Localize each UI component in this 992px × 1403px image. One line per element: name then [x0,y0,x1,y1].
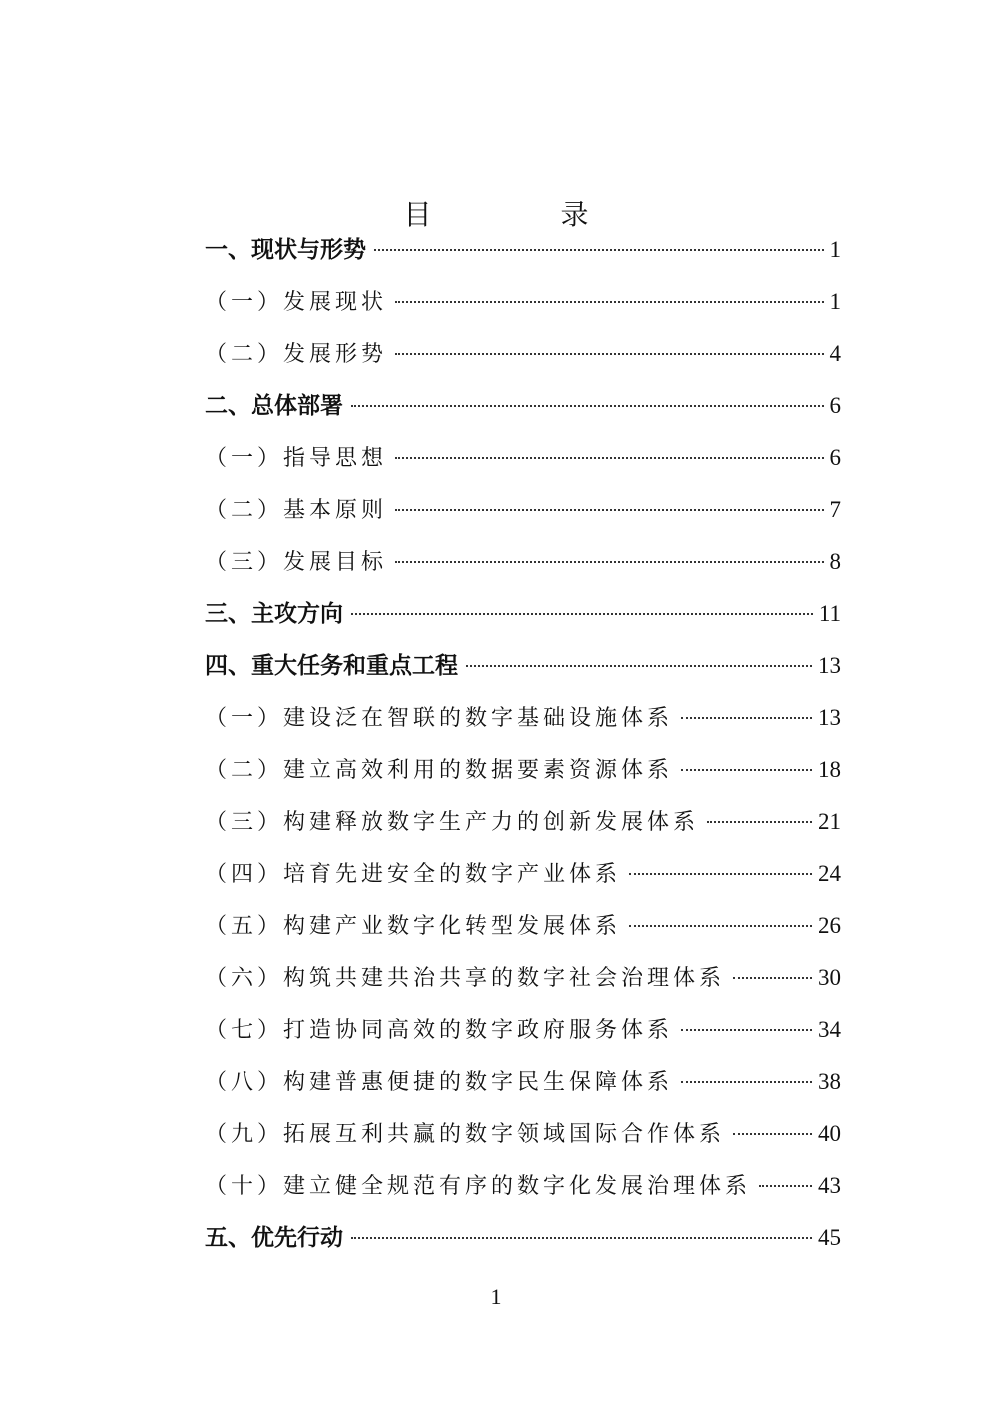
toc-entry-page: 4 [829,341,841,366]
toc-entry[interactable] [205,1216,841,1268]
toc-entry[interactable] [205,332,841,384]
toc-entry-page: 8 [829,549,841,574]
toc-entry-label: （九）拓展互利共赢的数字领域国际合作体系 [205,1122,726,1147]
toc-entry[interactable] [205,956,841,1008]
toc-entry-page: 13 [818,653,841,678]
dot-leader [395,301,823,303]
toc-entry-label: （五）构建产业数字化转型发展体系 [205,914,622,939]
toc-entry-label: （三）发展目标 [205,550,388,575]
toc-entry-page: 21 [818,809,841,834]
toc-entry[interactable] [205,384,841,436]
toc-entry[interactable] [205,1164,841,1216]
toc-entry[interactable] [205,436,841,488]
toc-entry[interactable] [205,280,841,332]
toc-entry-page: 34 [818,1017,841,1042]
toc-entry-label: 二、总体部署 [205,393,343,419]
toc-entry[interactable] [205,696,841,748]
dot-leader [707,821,812,823]
dot-leader [681,769,812,771]
toc-entry-label: （三）构建释放数字生产力的创新发展体系 [205,810,700,835]
toc-entry-label: （八）构建普惠便捷的数字民生保障体系 [205,1070,674,1095]
toc-entry[interactable] [205,852,841,904]
toc-entry[interactable] [205,904,841,956]
toc-entry-label: （六）构筑共建共治共享的数字社会治理体系 [205,966,726,991]
toc-entry-page: 11 [818,601,841,626]
dot-leader [374,249,824,251]
toc-entry[interactable] [205,592,841,644]
dot-leader [733,1133,812,1135]
toc-entry[interactable] [205,1008,841,1060]
toc-entry-label: 三、主攻方向 [205,601,343,627]
toc-entry-page: 6 [829,393,841,418]
toc-entry-page: 18 [818,757,841,782]
toc-entry-page: 7 [829,497,841,522]
dot-leader [681,1029,812,1031]
toc-entry-label: 一、现状与形势 [205,237,366,263]
toc-entry-label: 四、重大任务和重点工程 [205,653,458,679]
toc-entry-page: 24 [818,861,841,886]
toc-entry[interactable] [205,1060,841,1112]
toc-entry-page: 45 [818,1225,841,1250]
page-number: 1 [490,1284,502,1309]
toc-entry[interactable] [205,800,841,852]
dot-leader [395,509,823,511]
dot-leader [629,925,812,927]
toc-entry-label: （一）指导思想 [205,446,388,471]
dot-leader [466,665,812,667]
dot-leader [395,561,823,563]
toc-entry-page: 26 [818,913,841,938]
toc-entry-page: 43 [818,1173,841,1198]
toc-entry-label: （十）建立健全规范有序的数字化发展治理体系 [205,1174,752,1199]
dot-leader [681,1081,812,1083]
toc-entry-label: 五、优先行动 [205,1225,343,1251]
dot-leader [759,1185,812,1187]
toc-entry[interactable] [205,488,841,540]
toc-entry[interactable] [205,748,841,800]
toc-entry[interactable] [205,540,841,592]
dot-leader [351,405,824,407]
dot-leader [681,717,812,719]
dot-leader [733,977,812,979]
dot-leader [629,873,812,875]
toc-entry-page: 1 [829,237,841,262]
toc-entry-label: （二）发展形势 [205,342,388,367]
page-title: 目 录 [403,197,649,231]
toc-entry[interactable] [205,228,841,280]
toc-entry[interactable] [205,644,841,696]
dot-leader [351,1237,812,1239]
table-of-contents [205,228,841,1268]
toc-entry-label: （二）建立高效利用的数据要素资源体系 [205,758,674,783]
dot-leader [395,353,823,355]
toc-entry-label: （四）培育先进安全的数字产业体系 [205,862,622,887]
toc-entry-page: 30 [818,965,841,990]
dot-leader [351,613,813,615]
dot-leader [395,457,823,459]
toc-entry-page: 13 [818,705,841,730]
toc-entry[interactable] [205,1112,841,1164]
toc-entry-page: 6 [829,445,841,470]
toc-entry-label: （一）发展现状 [205,290,388,315]
toc-entry-page: 38 [818,1069,841,1094]
toc-entry-label: （二）基本原则 [205,498,388,523]
toc-entry-page: 40 [818,1121,841,1146]
toc-entry-page: 1 [829,289,841,314]
toc-entry-label: （七）打造协同高效的数字政府服务体系 [205,1018,674,1043]
toc-entry-label: （一）建设泛在智联的数字基础设施体系 [205,706,674,731]
